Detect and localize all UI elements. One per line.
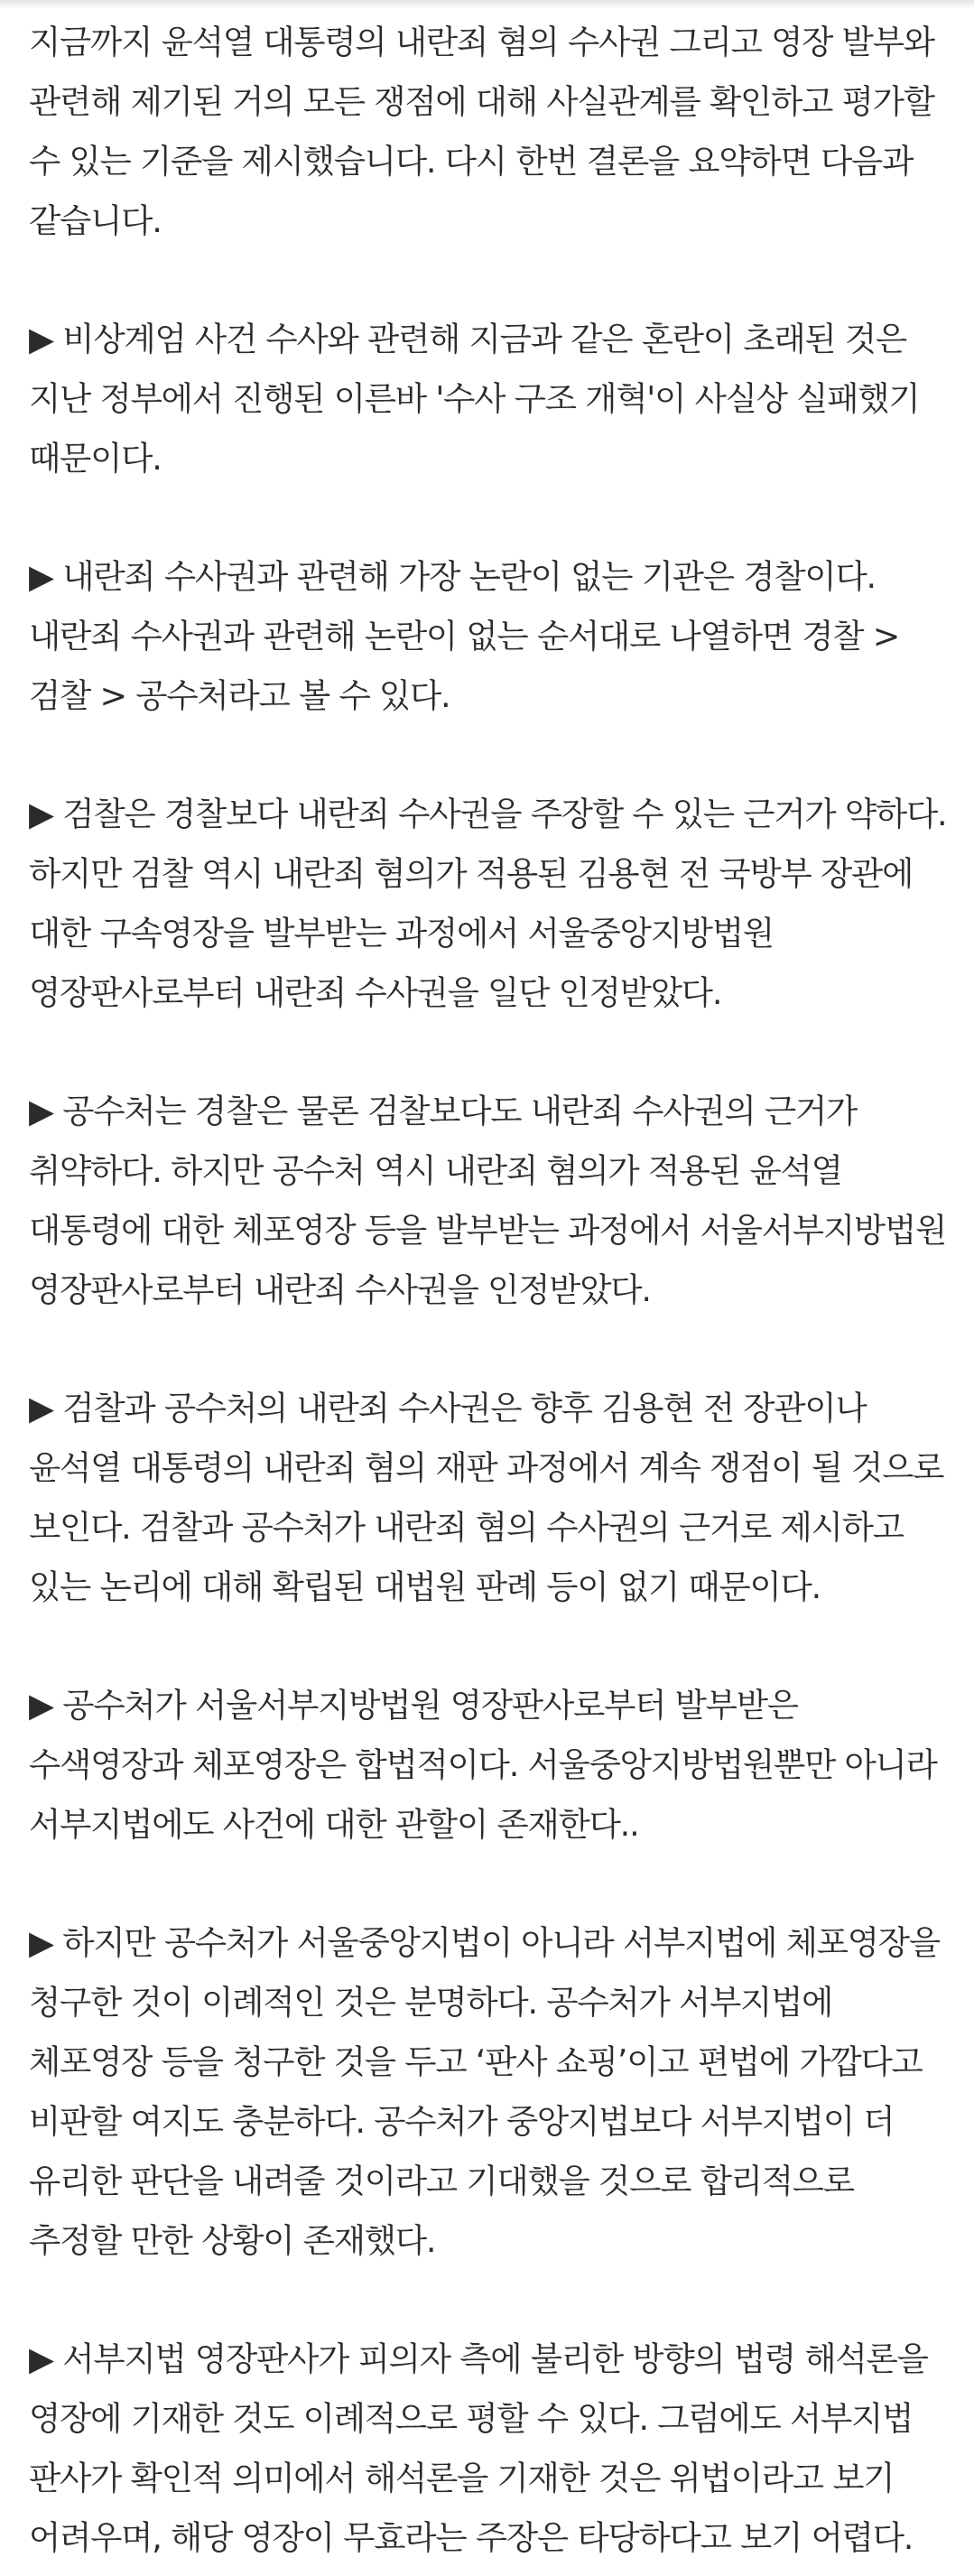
summary-point-6: ▶ 공수처가 서울서부지방법원 영장판사로부터 발부받은 수색영장과 체포영장은 합법적이다. 서울중앙지방법원뿐만 아니라 서부지법에도 사건에 대한 관할이 존재한다..	[29, 1686, 937, 1844]
summary-point-4: ▶ 공수처는 경찰은 물론 검찰보다도 내란죄 수사권의 근거가 취약하다. 하지만 공수처 역시 내란죄 혐의가 적용된 윤석열 대통령에 대한 체포영장 등을 발부받는 과정에서 서울서부지방법원 영장판사로부터 내란죄 수사권을 인정받았다.	[29, 1092, 947, 1309]
top-shadow	[0, 0, 974, 9]
summary-point-8: ▶ 서부지법 영장판사가 피의자 측에 불리한 방향의 법령 해석론을 영장에 기재한 것도 이례적으로 평할 수 있다. 그럼에도 서부지법 판사가 확인적 의미에서 해석론을 기재한 것은 위법이라고 보기 어려우며, 해당 영장이 무효라는 주장은 타당하다고 보기 어렵다.	[29, 2339, 928, 2557]
summary-point-2: ▶ 내란죄 수사권과 관련해 가장 논란이 없는 기관은 경찰이다. 내란죄 수사권과 관련해 논란이 없는 순서대로 나열하면 경찰 > 검찰 > 공수처라고 볼 수 있다.	[29, 557, 900, 715]
article-body	[29, 13, 950, 2568]
summary-point-5: ▶ 검찰과 공수처의 내란죄 수사권은 향후 김용현 전 장관이나 윤석열 대통령의 내란죄 혐의 재판 과정에서 계속 쟁점이 될 것으로 보인다. 검찰과 공수처가 내란죄 혐의 수사권의 근거로 제시하고 있는 논리에 대해 확립된 대법원 판례 등이 없기 때문이다.	[29, 1389, 944, 1606]
intro-paragraph: 지금까지 윤석열 대통령의 내란죄 혐의 수사권 그리고 영장 발부와 관련해 제기된 거의 모든 쟁점에 대해 사실관계를 확인하고 평가할 수 있는 기준을 제시했습니다. 다시 한번 결론을 요약하면 다음과 같습니다.	[29, 23, 934, 240]
summary-point-7: ▶ 하지만 공수처가 서울중앙지법이 아니라 서부지법에 체포영장을 청구한 것이 이례적인 것은 분명하다. 공수처가 서부지법에 체포영장 등을 청구한 것을 두고 ‘판사 쇼핑’이고 편법에 가깝다고 비판할 여지도 충분하다. 공수처가 중앙지법보다 서부지법이 더 유리한 판단을 내려줄 것이라고 기대했을 것으로 합리적으로 추정할 만한 상황이 존재했다.	[29, 1923, 940, 2260]
summary-point-3: ▶ 검찰은 경찰보다 내란죄 수사권을 주장할 수 있는 근거가 약하다. 하지만 검찰 역시 내란죄 혐의가 적용된 김용현 전 국방부 장관에 대한 구속영장을 발부받는 과정에서 서울중앙지방법원 영장판사로부터 내란죄 수사권을 일단 인정받았다.	[29, 795, 947, 1012]
summary-point-1: ▶ 비상계엄 사건 수사와 관련해 지금과 같은 혼란이 초래된 것은 지난 정부에서 진행된 이른바 '수사 구조 개혁'이 사실상 실패했기 때문이다.	[29, 320, 920, 478]
